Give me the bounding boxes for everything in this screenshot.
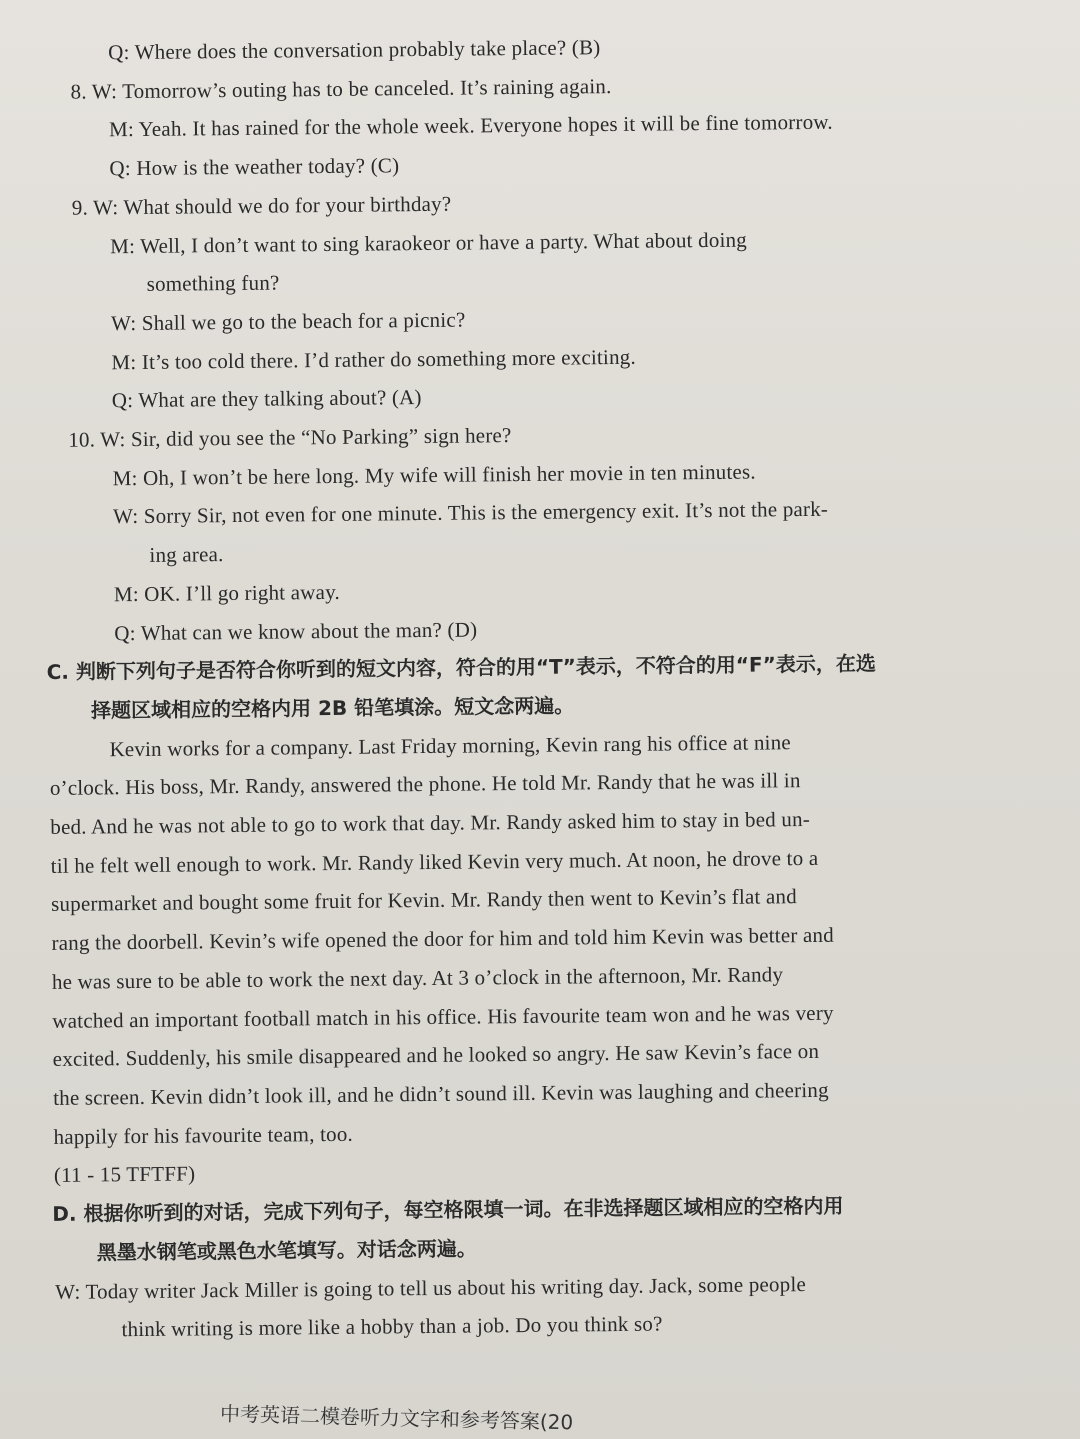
- section-d-heading-2: 黑墨水钢笔或黑色水笔填写。对话念两遍。: [96, 1236, 477, 1265]
- dialog-line: M: OK. I’ll go right away.: [113, 579, 341, 607]
- dialog-line: 8. W: Tomorrow’s outing has to be canceled. It’s raining again.: [70, 73, 612, 104]
- section-c-heading-1: C. 判断下列句子是否符合你听到的短文内容，符合的用“T”表示，不符合的用“F”表示，在选: [46, 651, 876, 685]
- passage-line: bed. And he was not able to go to work that day. Mr. Randy asked him to stay in bed un-: [50, 807, 811, 839]
- dialog-d-line: W: Today writer Jack Miller is going to tell us about his writing day. Jack, some people: [55, 1271, 807, 1304]
- passage-line: the screen. Kevin didn’t look ill, and he didn’t sound ill. Kevin was laughing and cheering: [53, 1077, 829, 1110]
- dialog-line: something fun?: [146, 270, 280, 297]
- passage-line: (11 - 15 TFTFF): [53, 1161, 196, 1188]
- dialog-line: ing area.: [149, 542, 224, 568]
- dialog-line: M: It’s too cold there. I’d rather do something more exciting.: [111, 344, 636, 374]
- passage-line: til he felt well enough to work. Mr. Randy liked Kevin very much. At noon, he drove to a: [50, 845, 819, 878]
- dialog-d-line: think writing is more like a hobby than a job. Do you think so?: [121, 1311, 663, 1342]
- passage-line: supermarket and bought some fruit for Kevin. Mr. Randy then went to Kevin’s flat and: [50, 884, 798, 917]
- dialog-line: W: Sorry Sir, not even for one minute. This is the emergency exit. It’s not the park-: [112, 497, 829, 529]
- passage-line: happily for his favourite team, too.: [53, 1121, 354, 1149]
- passage-line: rang the doorbell. Kevin’s wife opened the door for him and told him Kevin was better and: [51, 922, 834, 956]
- passage-line: o’clock. His boss, Mr. Randy, answered the phone. He told Mr. Randy that he was ill in: [49, 768, 801, 801]
- page-footer: 中考英语二模卷听力文字和参考答案(20: [219, 1401, 574, 1435]
- dialog-d: [53, 1263, 989, 1350]
- dialog-line: M: Well, I don’t want to sing karaokeor or have a party. What about doing: [110, 227, 748, 258]
- passage-line: Kevin works for a company. Last Friday morning, Kevin rang his office at nine: [109, 729, 791, 761]
- dialog-list: [40, 24, 981, 653]
- passage-line: he was sure to be able to work the next day. At 3 o’clock in the afternoon, Mr. Randy: [51, 962, 784, 994]
- dialog-line: M: Oh, I won’t be here long. My wife will finish her movie in ten minutes.: [112, 459, 756, 490]
- dialog-line: W: Shall we go to the beach for a picnic?: [110, 307, 466, 336]
- dialog-line: Q: What are they talking about? (A): [111, 385, 422, 413]
- passage-line: excited. Suddenly, his smile disappeared and he looked so angry. He saw Kevin’s face on: [52, 1039, 820, 1072]
- document-body: [40, 24, 989, 1350]
- section-c-heading-2: 择题区域相应的空格内用 2B 铅笔填涂。短文念两遍。: [90, 693, 575, 723]
- passage-line: watched an important football match in his office. His favourite team won and he was very: [52, 1000, 834, 1033]
- dialog-line: Q: What can we know about the man? (D): [114, 617, 478, 645]
- dialog-line: Q: Where does the conversation probably take place? (B): [108, 35, 601, 65]
- passage: [47, 721, 987, 1195]
- dialog-line: 9. W: What should we do for your birthday?: [71, 191, 452, 220]
- dialog-line: 10. W: Sir, did you see the “No Parking” sign here?: [68, 423, 512, 452]
- dialog-line: Q: How is the weather today? (C): [109, 153, 400, 181]
- section-d-heading-1: D. 根据你听到的对话，完成下列句子，每空格限填一词。在非选择题区域相应的空格内用: [52, 1193, 844, 1227]
- dialog-line: M: Yeah. It has rained for the whole week. Everyone hopes it will be fine tomorrow.: [108, 110, 833, 142]
